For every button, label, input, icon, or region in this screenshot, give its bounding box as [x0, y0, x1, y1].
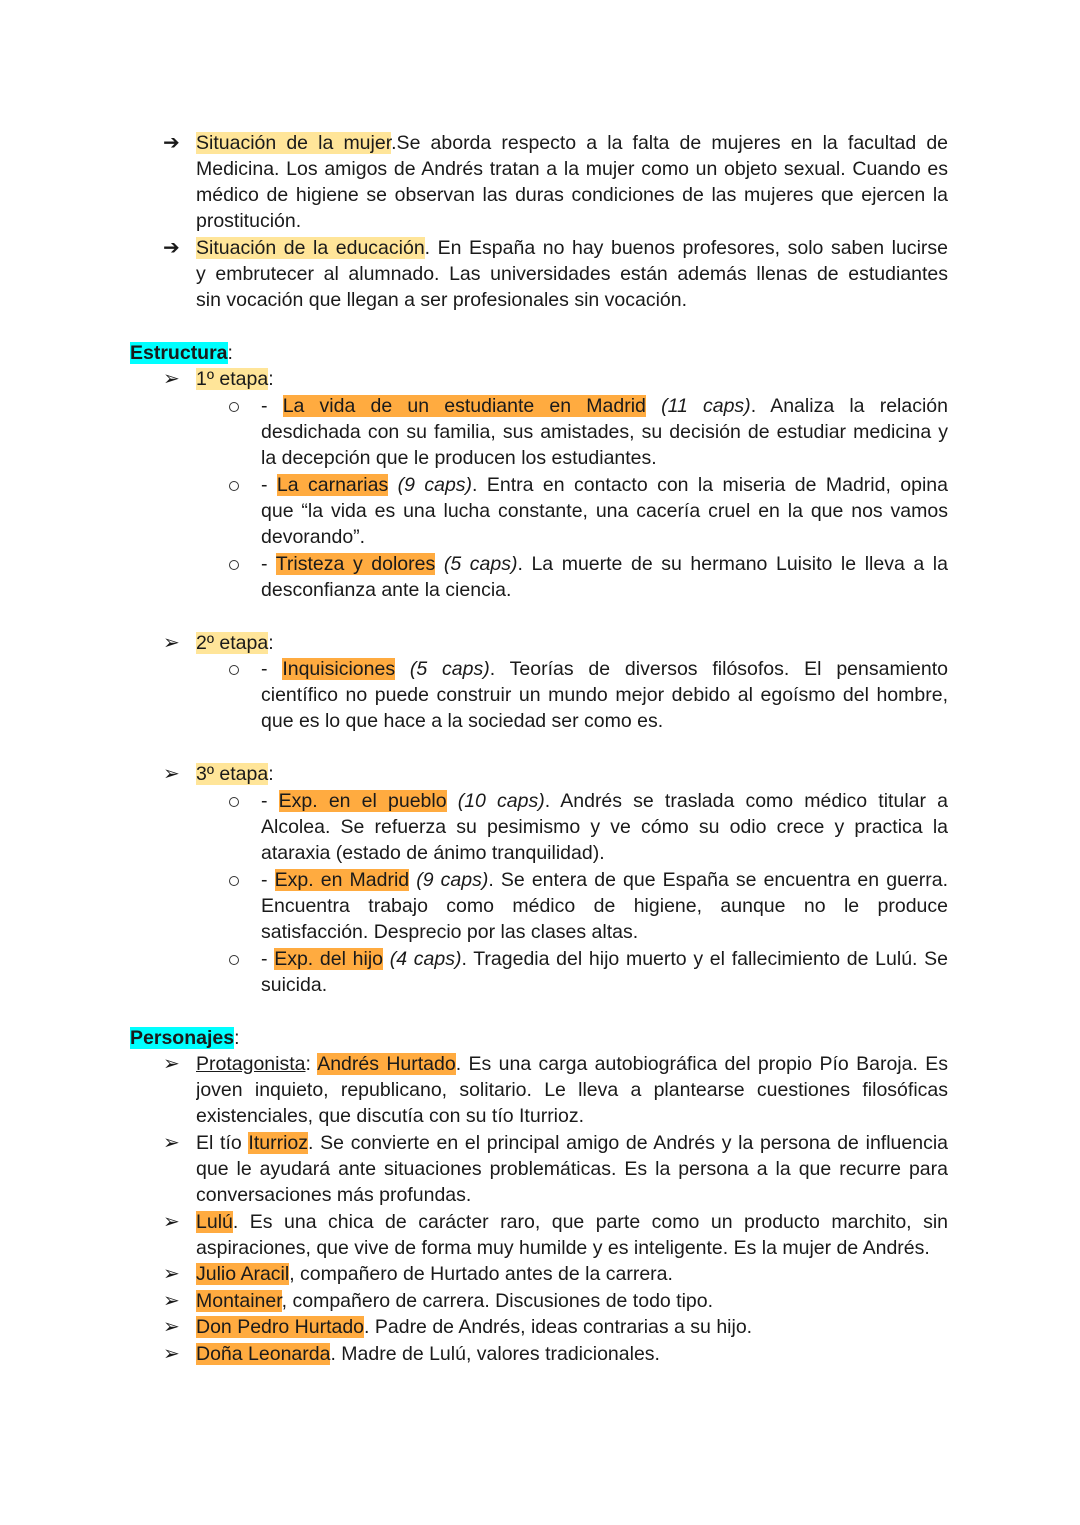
stage-3-part-3: - Exp. del hijo (4 caps). Tragedia del hijo muerto y el fallecimiento de Lulú. Se [261, 948, 948, 970]
text-line: Alcolea. Se refuerza su pesimismo y ve cómo su odio crece y practica la [261, 816, 948, 838]
text-line: ataraxia (estado de ánimo tranquilidad). [261, 842, 605, 864]
circle-bullet-icon [229, 955, 239, 965]
chevron-bullet-icon: ➢ [163, 368, 180, 390]
stage-1-part-2: - La carnarias (9 caps). Entra en contacto con la miseria de Madrid, opina [261, 474, 948, 496]
chevron-bullet-icon: ➢ [163, 632, 180, 654]
text-line: prostitución. [196, 210, 302, 232]
circle-bullet-icon [229, 481, 239, 491]
text-line: aspiraciones, que vive de forma muy humilde y es inteligente. Es la mujer de Andrés. [196, 1237, 930, 1259]
text-line: que “la vida es una lucha constante, una cacería cruel en la que nos vamos [261, 500, 948, 522]
stage-2-part-1: - Inquisiciones (5 caps). Teorías de diversos filósofos. El pensamiento [261, 658, 948, 680]
topic-education: Situación de la educación [196, 237, 425, 259]
stage-1-part-1: - La vida de un estudiante en Madrid (11 caps). Analiza la relación [261, 395, 948, 417]
text-line: médico de higiene se observan las duras condiciones de las mujeres que ejercen la [196, 184, 948, 206]
circle-bullet-icon [229, 402, 239, 412]
character-protagonist: Protagonista: Andrés Hurtado. Es una carga autobiográfica del propio Pío Baroja. Es [196, 1053, 948, 1075]
text-line: devorando”. [261, 526, 366, 548]
text-line: que es lo que hace a la sociedad ser como es. [261, 710, 664, 732]
intro-item-women: Situación de la mujer.Se aborda respecto a la falta de mujeres en la facultad de [196, 132, 948, 154]
text-line: la decepción que le producen los estudiantes. [261, 447, 657, 469]
stage-3-part-2: - Exp. en Madrid (9 caps). Se entera de que España se encuentra en guerra. [261, 869, 948, 891]
stage-2-label: 2º etapa: [196, 632, 274, 654]
character-iturrioz: El tío Iturrioz. Se convierte en el principal amigo de Andrés y la persona de influencia [196, 1132, 948, 1154]
chevron-bullet-icon: ➢ [163, 1211, 180, 1233]
chevron-bullet-icon: ➢ [163, 1053, 180, 1075]
stage-1-label: 1º etapa: [196, 368, 274, 390]
chevron-bullet-icon: ➢ [163, 1316, 180, 1338]
chevron-bullet-icon: ➢ [163, 1290, 180, 1312]
character-julio-aracil: Julio Aracil, compañero de Hurtado antes de la carrera. [196, 1263, 673, 1285]
text-line: desconfianza ante la ciencia. [261, 579, 512, 601]
text-line: sin vocación que llegan a ser profesionales sin vocación. [196, 289, 688, 311]
text-line: suicida. [261, 974, 328, 996]
circle-bullet-icon [229, 876, 239, 886]
text-line: desdichada con su familia, sus amistades, su decisión de estudiar medicina y [261, 421, 948, 443]
topic-women: Situación de la mujer [196, 132, 392, 154]
circle-bullet-icon [229, 560, 239, 570]
text-line: Encuentra trabajo como médico de higiene, aunque no le produce [261, 895, 948, 917]
text-line: Medicina. Los amigos de Andrés tratan a la mujer como un objeto sexual. Cuando es [196, 158, 948, 180]
personajes-heading: Personajes: [130, 1027, 240, 1049]
stage-1-part-3: - Tristeza y dolores (5 caps). La muerte de su hermano Luisito le lleva a la [261, 553, 948, 575]
stage-3-part-1: - Exp. en el pueblo (10 caps). Andrés se traslada como médico titular a [261, 790, 948, 812]
text-line: satisfacción. Desprecio por las clases altas. [261, 921, 639, 943]
text-line: científico no puede construir un mundo mejor debido al egoísmo del hombre, [261, 684, 948, 706]
text-line: existenciales, que discutía con su tío Iturrioz. [196, 1105, 585, 1127]
intro-item-education: Situación de la educación. En España no hay buenos profesores, solo saben lucirse [196, 237, 948, 259]
chevron-bullet-icon: ➢ [163, 1263, 180, 1285]
text-line: joven inquieto, republicano, solitario. Le lleva a plantearse cuestiones filosóficas [196, 1079, 948, 1101]
character-dona-leonarda: Doña Leonarda. Madre de Lulú, valores tradicionales. [196, 1343, 660, 1365]
chevron-bullet-icon: ➢ [163, 1343, 180, 1365]
circle-bullet-icon [229, 797, 239, 807]
text-line: conversaciones más profundas. [196, 1184, 472, 1206]
character-don-pedro: Don Pedro Hurtado. Padre de Andrés, ideas contrarias a su hijo. [196, 1316, 753, 1338]
text-line: que le ayudará ante situaciones problemáticas. Es la persona a la que recurre para [196, 1158, 948, 1180]
chevron-bullet-icon: ➢ [163, 1132, 180, 1154]
text-line: y embrutecer al alumnado. Las universidades están además llenas de estudiantes [196, 263, 948, 285]
chevron-bullet-icon: ➢ [163, 763, 180, 785]
estructura-heading: Estructura: [130, 342, 233, 364]
character-lulu: Lulú. Es una chica de carácter raro, que parte como un producto marchito, sin [196, 1211, 948, 1233]
character-montainer: Montainer, compañero de carrera. Discusiones de todo tipo. [196, 1290, 714, 1312]
arrow-bullet-icon: ➔ [163, 132, 180, 154]
stage-3-label: 3º etapa: [196, 763, 274, 785]
circle-bullet-icon [229, 665, 239, 675]
arrow-bullet-icon: ➔ [163, 237, 180, 259]
